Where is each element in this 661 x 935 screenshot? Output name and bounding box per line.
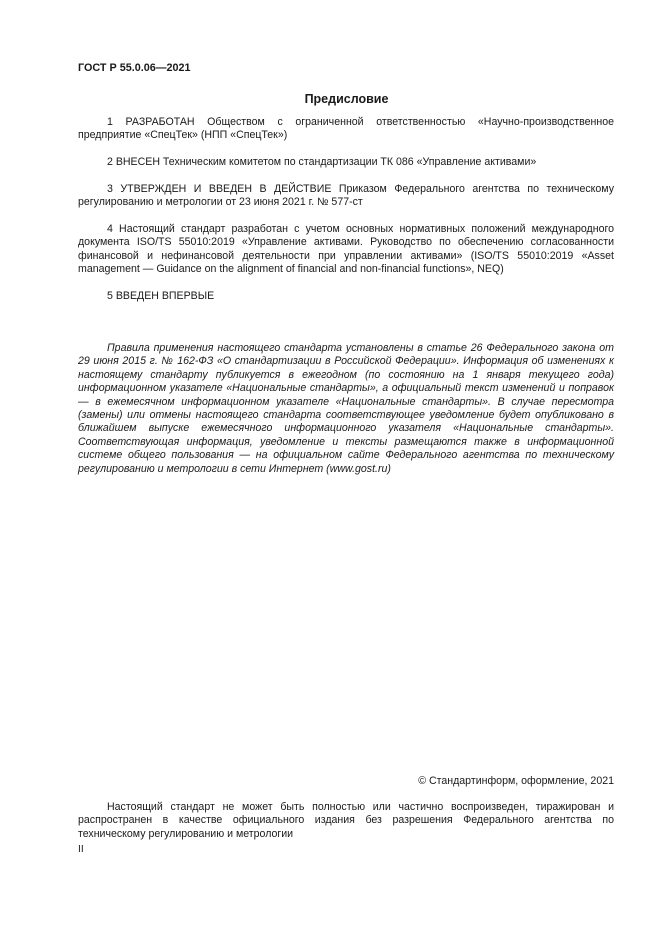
foreword-item-4: 4 Настоящий стандарт разработан с учетом основных нормативных положений международного документа ISO/TS 55010:2019 «Управление активами. Руководство по обеспечению согласованности финансовой и нефинансовой деятельности при управлении активами» (ISO/TS 55010:2019 «Asset management — Guidance on the alignment of financial and non-financial functions», NEQ) xyxy=(78,223,614,276)
page-number: II xyxy=(78,844,84,855)
document-header: ГОСТ Р 55.0.06—2021 xyxy=(78,62,191,74)
foreword-item-3: 3 УТВЕРЖДЕН И ВВЕДЕН В ДЕЙСТВИЕ Приказом Федерального агентства по техническому регулированию и метрологии от 23 июня 2021 г. № 577-ст xyxy=(78,183,614,209)
foreword-item-1: 1 РАЗРАБОТАН Обществом с ограниченной ответственностью «Научно-производственное предприятие «СпецТек» (НПП «СпецТек») xyxy=(78,116,614,142)
copyright-notice: © Стандартинформ, оформление, 2021 xyxy=(418,775,614,787)
reproduction-notice: Настоящий стандарт не может быть полностью или частично воспроизведен, тиражирован и распространен в качестве официального издания без разрешения Федерального агентства по техническому регулированию и метрологии xyxy=(78,801,614,840)
foreword-item-2: 2 ВНЕСЕН Техническим комитетом по стандартизации ТК 086 «Управление активами» xyxy=(107,156,537,168)
page-title: Предисловие xyxy=(304,92,389,106)
application-rules-note: Правила применения настоящего стандарта установлены в статье 26 Федерального закона от 29 июня 2015 г. № 162-ФЗ «О стандартизации в Российской Федерации». Информация об изменениях к настоящему стандарту публикуется в ежегодном (по состоянию на 1 января текущего года) информационном указателе «Национальные стандарты», а официальный текст изменений и поправок — в ежемесячном информационном указателе «Национальные стандарты». В случае пересмотра (замены) или отмены настоящего стандарта соответствующее уведомление будет опубликовано в ближайшем выпуске ежемесячного информационного указателя «Национальные стандарты». Соответствующая информация, уведомление и тексты размещаются также в информационной системе общего пользования — на официальном сайте Федерального агентства по техническому регулированию и метрологии в сети Интернет (www.gost.ru) xyxy=(78,342,614,475)
foreword-item-5: 5 ВВЕДЕН ВПЕРВЫЕ xyxy=(107,290,215,302)
